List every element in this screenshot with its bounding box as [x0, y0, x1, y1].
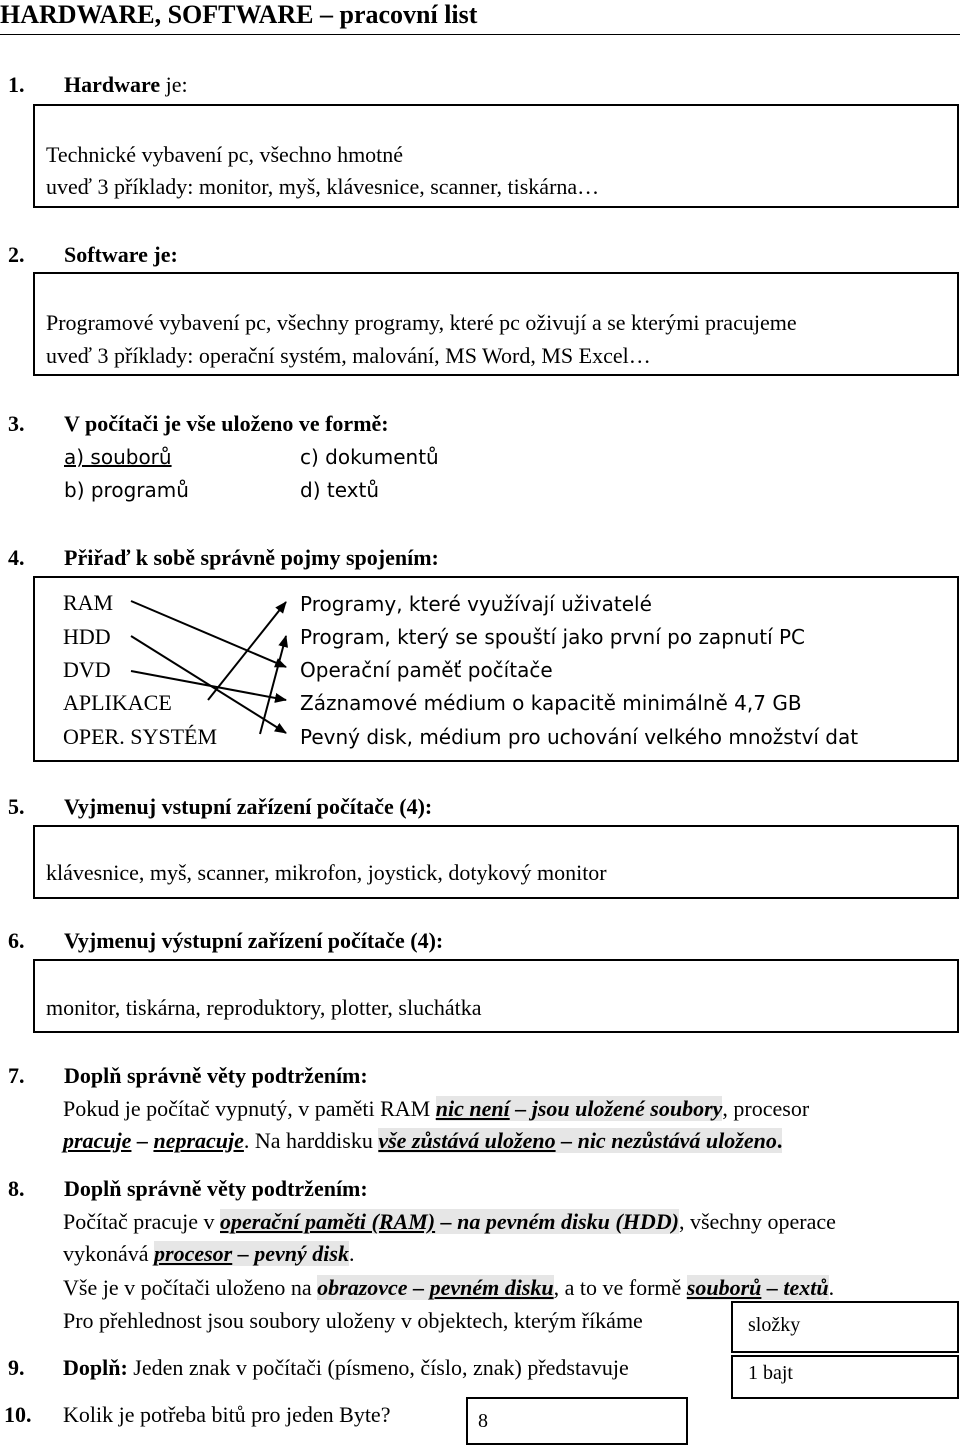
q7-dash: – [509, 1096, 532, 1121]
q7-option[interactable]: pracuje [63, 1128, 132, 1153]
q7-option-correct[interactable]: vše zůstává uloženo [378, 1128, 556, 1153]
q4-number: 4. [8, 545, 25, 570]
q8-option-correct[interactable]: pevném disku [429, 1275, 554, 1300]
q4-left-item[interactable]: APLIKACE [63, 690, 172, 715]
q8-sentence-line1 [63, 1209, 836, 1235]
q8-option[interactable]: textů [783, 1275, 829, 1300]
q7-text: . [776, 1128, 783, 1153]
q8-option[interactable]: na pevném disku (HDD) [457, 1209, 679, 1234]
q10-answer-box[interactable] [466, 1397, 688, 1445]
arrow-ram-to-operacni-pamet [131, 601, 286, 667]
q2-number: 2. [8, 242, 25, 267]
q8-dash: – [407, 1275, 430, 1300]
q9-text: Jeden znak v počítači (písmeno, číslo, znak) představuje [127, 1355, 629, 1380]
q3-option-b[interactable]: b) programů [64, 478, 189, 502]
q8-dash: – [232, 1241, 255, 1266]
arrow-aplikace-to-programy [208, 602, 286, 700]
arrow-oper-system-to-program [260, 636, 286, 734]
q5-heading: Vyjmenuj vstupní zařízení počítače (4): [64, 794, 433, 819]
q4-right-item[interactable]: Pevný disk, médium pro uchování velkého množství dat [300, 725, 859, 749]
q4-right-item[interactable]: Programy, které využívají uživatelé [300, 592, 652, 616]
q7-text: . Na harddisku [243, 1128, 379, 1153]
q4-right-item[interactable]: Záznamové médium o kapacitě minimálně 4,7 GB [300, 691, 802, 715]
q7-heading: Doplň správně věty podtržením: [64, 1063, 368, 1088]
q8-text: . [828, 1275, 835, 1300]
q5-number: 5. [8, 794, 25, 819]
q9-answer: 1 bajt [748, 1362, 793, 1384]
q7-dash: – [555, 1128, 578, 1153]
page-title: HARDWARE, SOFTWARE – pracovní list [0, 0, 478, 29]
q6-answer: monitor, tiskárna, reproduktory, plotter, sluchátka [46, 995, 482, 1020]
arrow-dvd-to-zaznamove-medium [131, 671, 286, 700]
q4-heading: Přiřaď k sobě správně pojmy spojením: [64, 545, 439, 570]
q9-sentence [63, 1355, 629, 1381]
q4-right-item[interactable]: Program, který se spouští jako první po zapnutí PC [300, 625, 806, 649]
q9-number: 9. [8, 1355, 25, 1380]
q8-option-correct[interactable]: operační paměti (RAM) [220, 1209, 436, 1234]
q7-option-correct[interactable]: nic není [435, 1096, 510, 1121]
q3-number: 3. [8, 411, 25, 436]
q10-number: 10. [4, 1402, 32, 1427]
q8-option-correct[interactable]: souborů [686, 1275, 762, 1300]
q8-text: Vše je v počítači uloženo na [63, 1275, 318, 1300]
q3-option-c[interactable]: c) dokumentů [300, 445, 439, 469]
q5-answer: klávesnice, myš, scanner, mikrofon, joystick, dotykový monitor [46, 860, 607, 885]
q8-option[interactable]: obrazovce [317, 1275, 408, 1300]
q6-number: 6. [8, 928, 25, 953]
q8-heading: Doplň správně věty podtržením: [64, 1176, 368, 1201]
q7-dash: – [131, 1128, 154, 1153]
q1-label: Hardware [64, 72, 161, 97]
q4-left-item[interactable]: HDD [63, 624, 111, 649]
q2-answer-line2: uveď 3 příklady: operační systém, malování, MS Word, MS Excel… [46, 343, 651, 368]
q7-text: , procesor [722, 1096, 810, 1121]
q7-option[interactable]: jsou uložené soubory [531, 1096, 723, 1121]
q3-option-d[interactable]: d) textů [300, 478, 380, 502]
q4-left-item[interactable]: OPER. SYSTÉM [63, 724, 218, 749]
q8-option-correct[interactable]: procesor [154, 1241, 233, 1266]
q1-answer-line1: Technické vybavení pc, všechno hmotné [46, 142, 404, 167]
q8-text: vykonává [63, 1241, 155, 1266]
q7-number: 7. [8, 1063, 25, 1088]
q8-option[interactable]: pevný disk [254, 1241, 349, 1266]
q8-sentence-line2 [63, 1241, 354, 1267]
q8-text: . [348, 1241, 355, 1266]
q2-heading: Software je: [64, 242, 178, 267]
q7-sentence-line2 [63, 1128, 782, 1154]
q1-answer-line2: uveď 3 příklady: monitor, myš, klávesnice, scanner, tiskárna… [46, 174, 600, 199]
q3-option-a[interactable]: a) souborů [64, 445, 172, 469]
q8-answer: složky [748, 1314, 801, 1336]
q2-answer-line1: Programové vybavení pc, všechny programy, které pc oživují a se kterými pracujeme [46, 310, 797, 335]
q8-sentence-line3 [63, 1275, 834, 1301]
q7-option-correct[interactable]: nepracuje [153, 1128, 244, 1153]
q7-sentence-line1 [63, 1096, 809, 1122]
q7-text: Pokud je počítač vypnutý, v paměti RAM [63, 1096, 436, 1121]
q10-answer: 8 [478, 1410, 488, 1432]
q8-dash: – [761, 1275, 784, 1300]
q7-option[interactable]: nic nezůstává uloženo [577, 1128, 777, 1153]
q6-heading: Vyjmenuj výstupní zařízení počítače (4): [64, 928, 444, 953]
q3-heading: V počítači je vše uloženo ve formě: [64, 411, 389, 436]
q8-sentence-line4: Pro přehlednost jsou soubory uloženy v objektech, kterým říkáme [63, 1308, 643, 1333]
q4-right-item[interactable]: Operační paměť počítače [300, 658, 553, 682]
q8-text: , všechny operace [678, 1209, 836, 1234]
q4-left-item[interactable]: RAM [63, 590, 114, 615]
q4-left-item[interactable]: DVD [63, 657, 111, 682]
q8-text: Počítač pracuje v [63, 1209, 220, 1234]
q8-text: , a to ve formě [553, 1275, 687, 1300]
q1-number: 1. [8, 72, 25, 97]
q9-label: Doplň: [63, 1355, 128, 1380]
q8-dash: – [435, 1209, 458, 1234]
q8-number: 8. [8, 1176, 25, 1201]
q1-label-rest: je: [160, 72, 188, 97]
q10-text: Kolik je potřeba bitů pro jeden Byte? [63, 1402, 391, 1427]
